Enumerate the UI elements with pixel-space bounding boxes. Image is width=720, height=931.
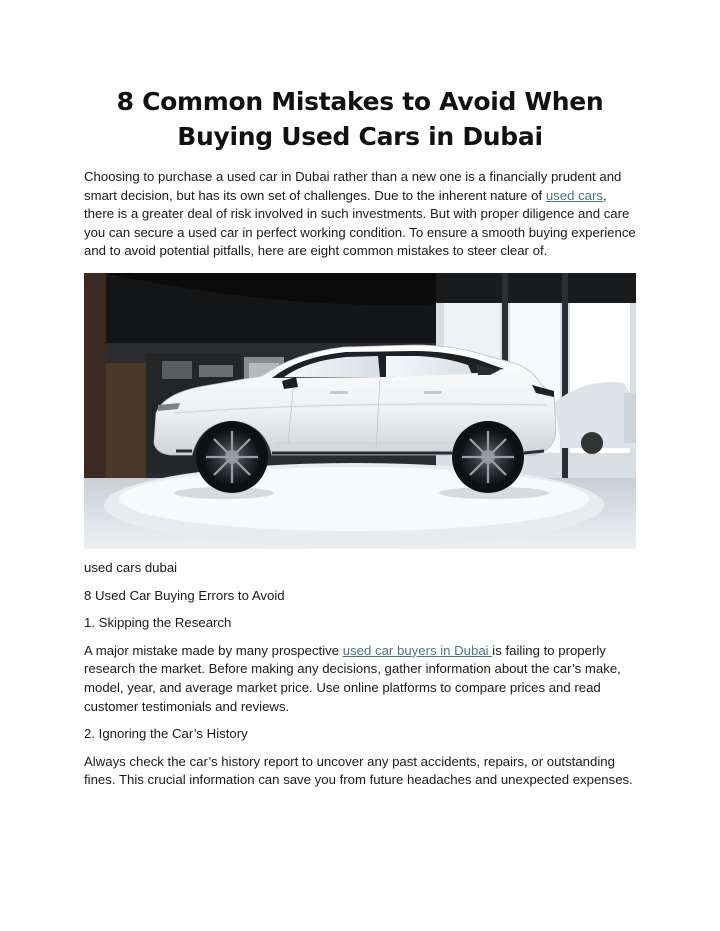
intro-paragraph [84,168,636,261]
image-caption: used cars dubai [84,559,178,575]
list-heading: 8 Used Car Buying Errors to Avoid [84,587,285,603]
article-title: 8 Common Mistakes to Avoid When Buying Used Cars in Dubai [116,87,604,151]
section-1-paragraph [84,642,636,716]
used-cars-link[interactable]: used cars [545,187,604,203]
document-page [84,84,636,790]
section-2-paragraph: Always check the car’s history report to uncover any past accidents, repairs, or outstanding fines. This crucial information can save you from future headaches and unexpected expenses. [84,753,633,788]
section-1-text-start: A major mistake made by many prospective [84,642,343,658]
intro-text-start: Choosing to purchase a used car in Dubai rather than a new one is a financially prudent and smart decision, but has its own set of challenges. Due to the inherent nature of [84,169,622,203]
section-1-heading: 1. Skipping the Research [84,615,232,631]
section-2-heading: 2. Ignoring the Car’s History [84,726,248,742]
used-car-buyers-link[interactable]: used car buyers in Dubai [342,642,493,658]
section-1-text-end: is failing to properly research the market. Before making any decisions, gather information about the car’s make, model, year, and average market price. Use online platforms to compare prices and read customer testimonials and reviews. [84,642,621,714]
intro-text-end: , there is a greater deal of risk involved in such investments. But with proper diligence and care you can secure a used car in perfect working condition. To ensure a smooth buying experience and to avoid potential pitfalls, here are eight common mistakes to steer clear of. [84,187,636,259]
white-suv-in-showroom-icon [84,273,636,549]
